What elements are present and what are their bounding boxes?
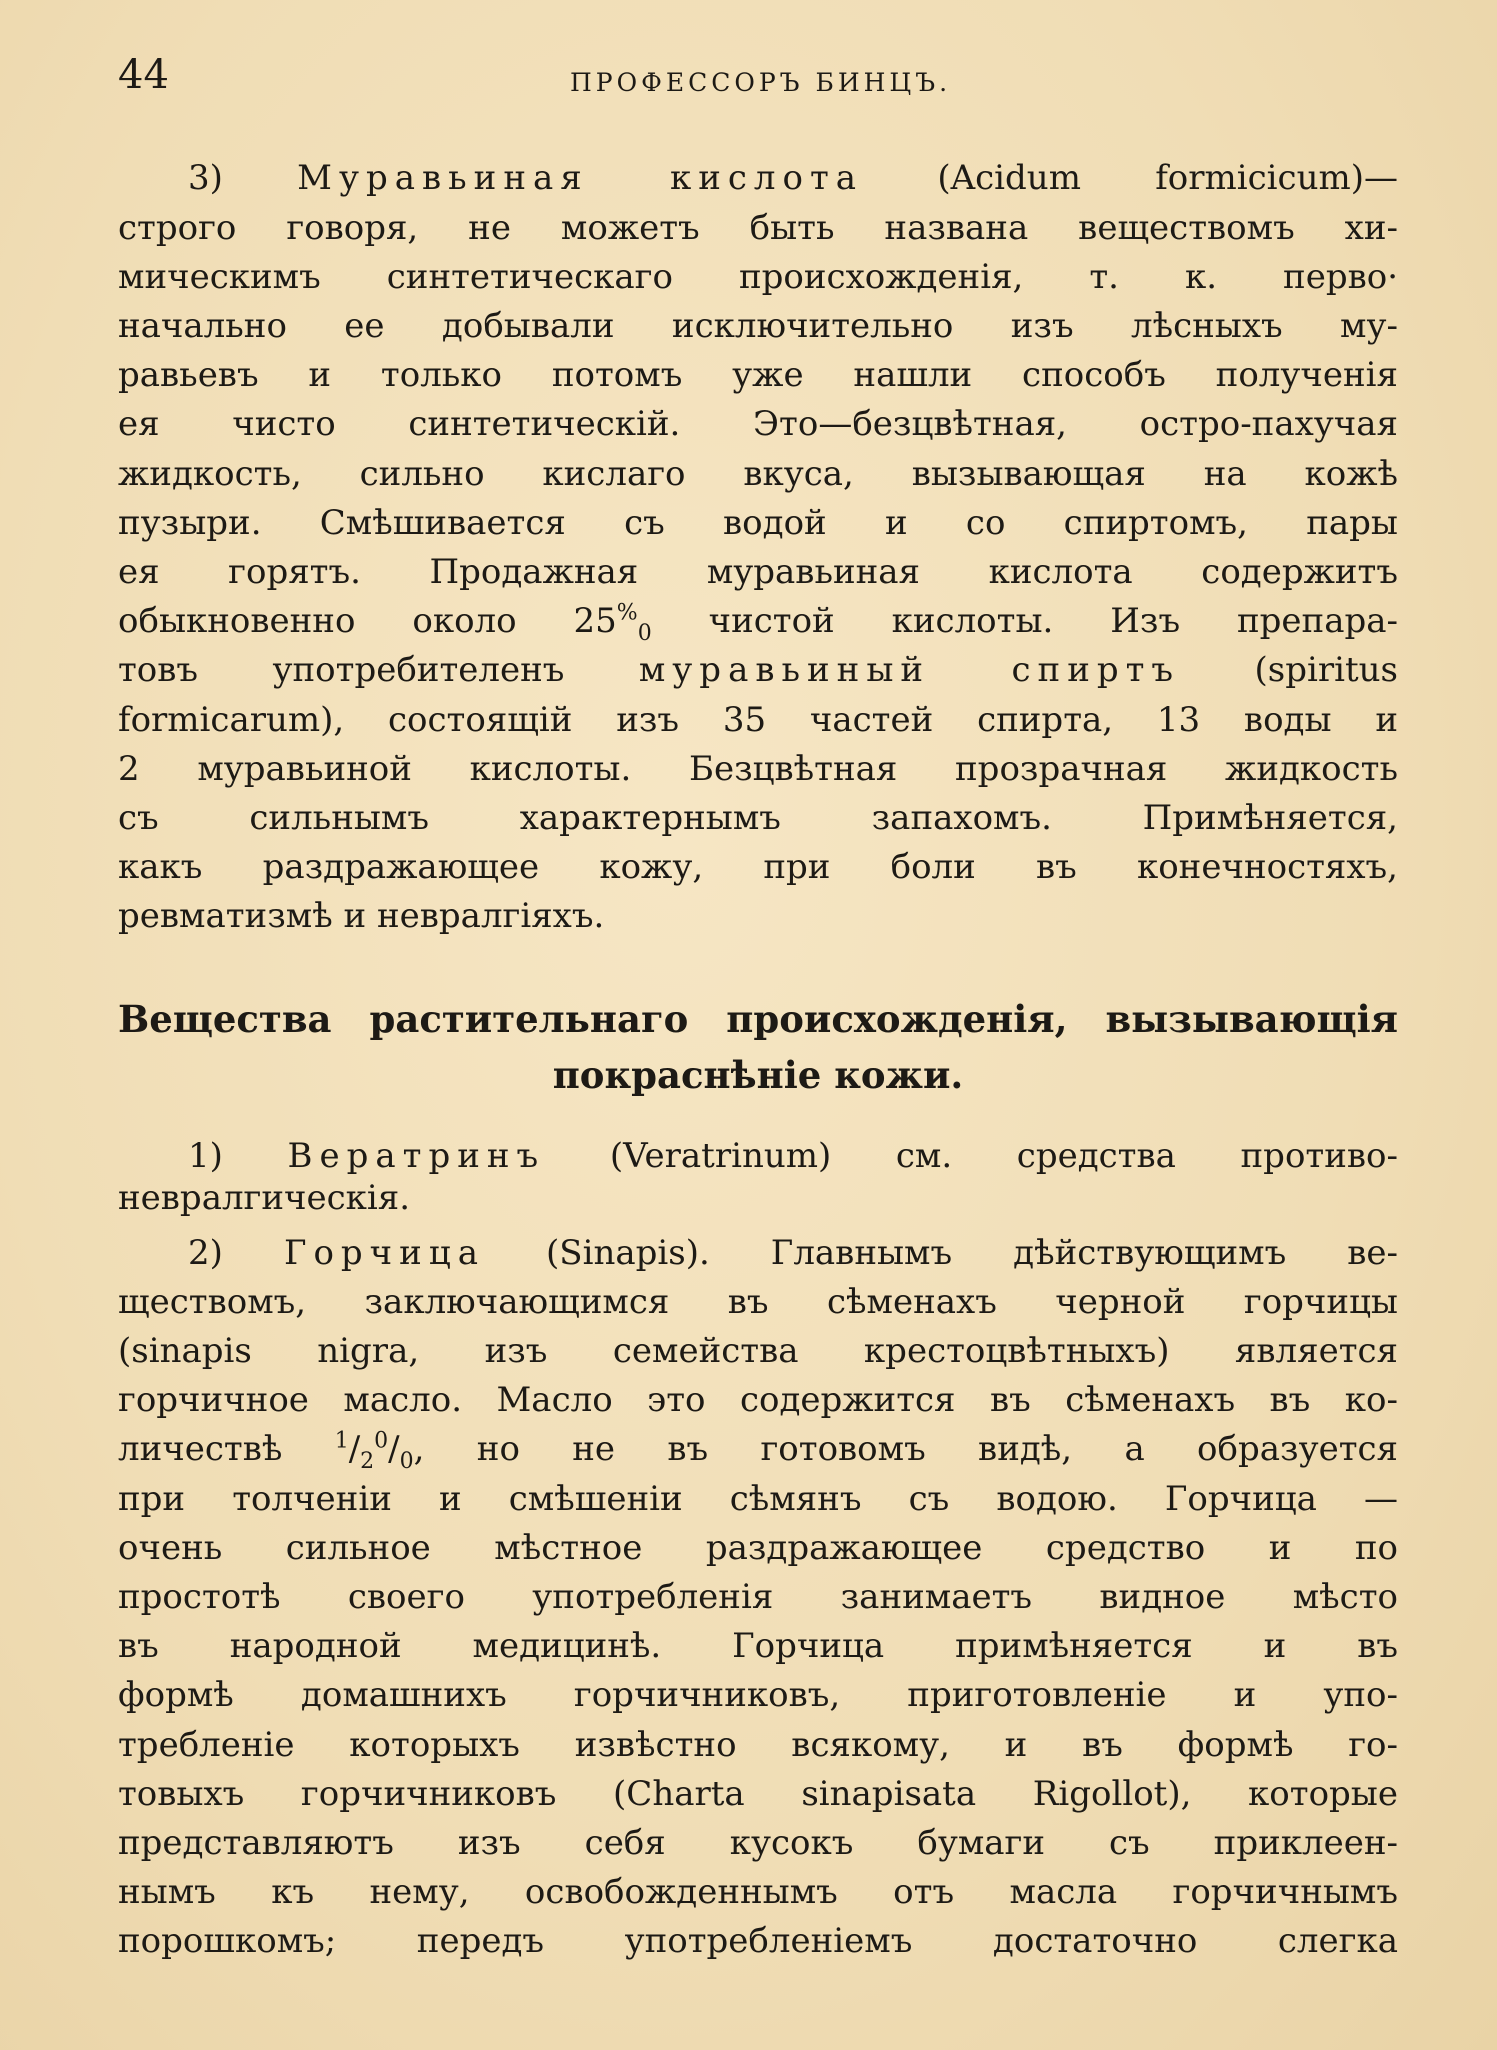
text-line: равьевъ и только потомъ уже нашли способъ полученія <box>118 355 1398 395</box>
text-line: горчичное масло. Масло это содержится въ сѣменахъ въ ко- <box>118 1380 1398 1420</box>
text-line: 3) Муравьиная кислота (Acidum formicicum)— <box>188 158 1398 198</box>
text-line: представляютъ изъ себя кусокъ бумаги съ приклеен- <box>118 1823 1398 1863</box>
text-line: 1) Вератринъ (Veratrinum) см. средства противо- <box>188 1136 1398 1176</box>
section-heading-line: покраснѣніе кожи. <box>552 1053 964 1097</box>
text-line: жидкость, сильно кислаго вкуса, вызывающая на кожѣ <box>118 454 1398 494</box>
text-line: невралгическія. <box>118 1178 411 1218</box>
page-header <box>118 52 1403 112</box>
section-heading-line: Вещества растительнаго происхожденія, вызывающія <box>118 997 1398 1041</box>
text-line: очень сильное мѣстное раздражающее средство и по <box>118 1528 1398 1568</box>
term-formic-spirit: муравьиный спиртъ <box>638 650 1181 690</box>
text-line: начально ее добывали исключительно изъ лѣсныхъ му- <box>118 306 1398 346</box>
text-line: товыхъ горчичниковъ (Charta sinapisata Rigollot), которые <box>118 1774 1398 1814</box>
text-line: (sinapis nigra, изъ семейства крестоцвѣтныхъ) является <box>118 1331 1398 1371</box>
text-line: ея горятъ. Продажная муравьиная кислота содержитъ <box>118 552 1398 592</box>
text-line: ществомъ, заключающимся въ сѣменахъ черной горчицы <box>118 1282 1398 1322</box>
text-line: какъ раздражающее кожу, при боли въ конечностяхъ, <box>118 847 1398 887</box>
text-line: мическимъ синтетическаго происхожденія, т. к. перво· <box>118 257 1398 297</box>
running-title: ПРОФЕССОРЪ БИНЦЪ. <box>569 68 952 97</box>
text-line: порошкомъ; передъ употребленіемъ достаточно слегка <box>118 1921 1398 1961</box>
text-line: съ сильнымъ характернымъ запахомъ. Примѣняется, <box>118 798 1398 838</box>
text-line: обыкновенно около $25^{\%}_0$ чистой кислоты. Изъ препара- <box>118 600 1398 646</box>
text-line: формѣ домашнихъ горчичниковъ, приготовленіе и упо- <box>118 1675 1398 1715</box>
text-line: пузыри. Смѣшивается съ водой и со спиртомъ, пары <box>118 503 1398 543</box>
text-line: требленіе которыхъ извѣстно всякому, и въ формѣ го- <box>118 1725 1398 1765</box>
text-line: 2) Горчица (Sinapis). Главнымъ дѣйствующимъ ве- <box>188 1233 1398 1273</box>
text-line: formicarum), состоящій изъ 35 частей спирта, 13 воды и <box>118 700 1398 740</box>
text-line: въ народной медицинѣ. Горчица примѣняется и въ <box>118 1626 1398 1666</box>
text-line: простотѣ своего употребленія занимаетъ видное мѣсто <box>118 1577 1398 1617</box>
text-line: нымъ къ нему, освобожденнымъ отъ масла горчичнымъ <box>118 1872 1398 1912</box>
text-line: ея чисто синтетическій. Это—безцвѣтная, остро-пахучая <box>118 404 1398 444</box>
text-line: строго говоря, не можетъ быть названа веществомъ хи- <box>118 208 1398 248</box>
text-line: 2 муравьиной кислоты. Безцвѣтная прозрачная жидкость <box>118 749 1398 789</box>
text-line: личествѣ $^1/_2^0/_0$, но не въ готовомъ видѣ, а образуется <box>118 1428 1398 1474</box>
term-veratrine: Вератринъ <box>287 1136 546 1176</box>
term-formic-acid: Муравьиная кислота <box>297 158 864 198</box>
term-mustard: Горчица <box>283 1233 485 1273</box>
page-number: 44 <box>118 52 169 98</box>
text-line: ревматизмѣ и невралгіяхъ. <box>118 896 605 936</box>
text-line: при толченіи и смѣшеніи сѣмянъ съ водою. Горчица — <box>118 1479 1398 1519</box>
text-line: товъ употребителенъ муравьиный спиртъ (spiritus <box>118 650 1398 690</box>
